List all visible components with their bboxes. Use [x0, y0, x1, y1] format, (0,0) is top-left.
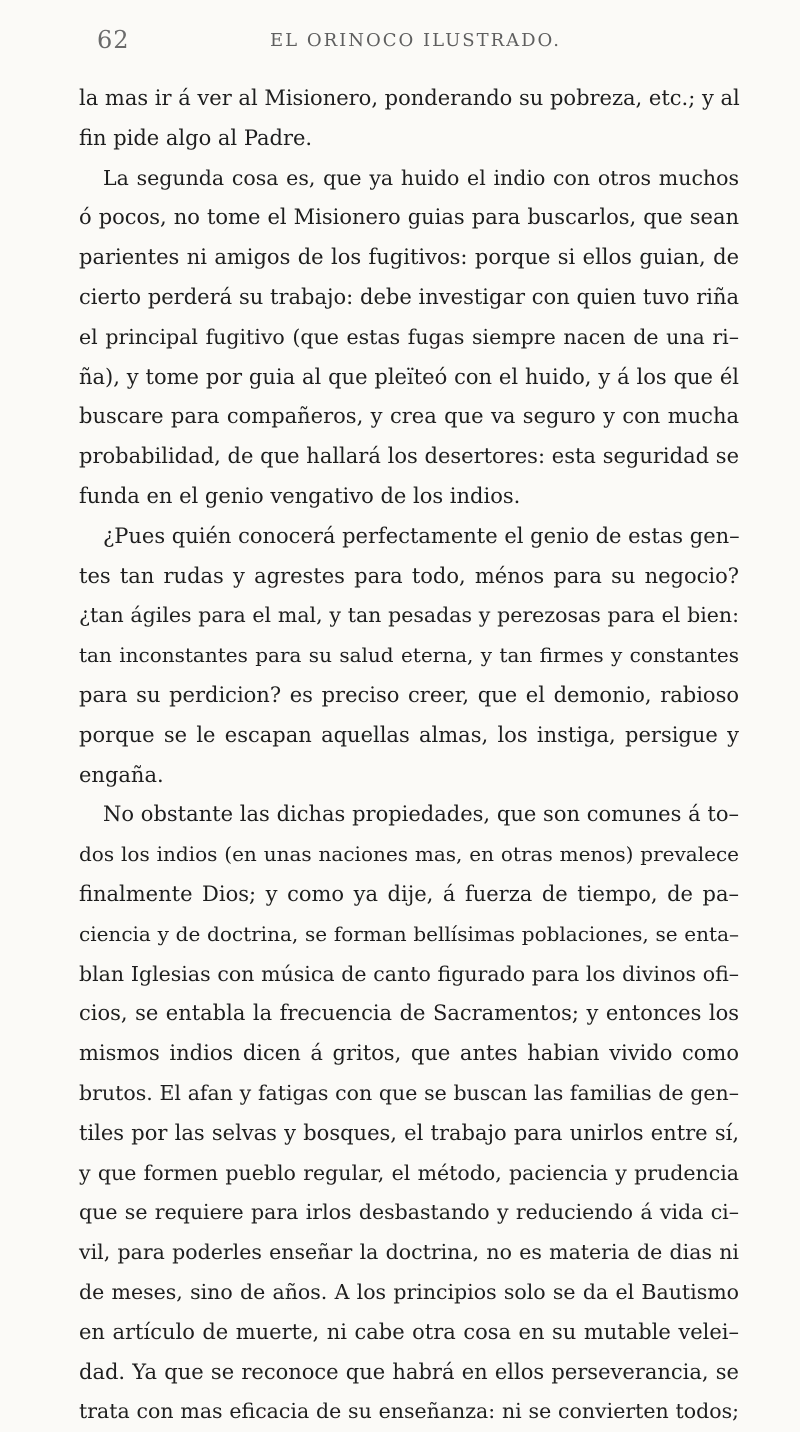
text-line: parientes ni amigos de los fugitivos: porque si ellos guian, de	[79, 245, 739, 270]
text-line: para su perdicion? es preciso creer, que el demonio, rabioso	[79, 682, 739, 707]
text-line: cios, se entabla la frecuencia de Sacramentos; y entonces los	[79, 1001, 739, 1026]
text-line: tes tan rudas y agrestes para todo, ménos para su negocio?	[79, 563, 739, 588]
text-line: tan inconstantes para su salud eterna, y tan firmes y constantes	[79, 643, 739, 668]
text-line: probabilidad, de que hallará los desertores: esta seguridad se	[79, 444, 739, 469]
text-line: de meses, sino de años. A los principios solo se da el Bautismo	[79, 1279, 739, 1304]
text-line: y que formen pueblo regular, el método, paciencia y prudencia	[79, 1160, 739, 1185]
text-line: ó pocos, no tome el Misionero guias para buscarlos, que sean	[79, 205, 739, 230]
text-line: ¿tan ágiles para el mal, y tan pesadas y perezosas para el bien:	[79, 603, 739, 628]
text-line: ¿Pues quién conocerá perfectamente el genio de estas gen–	[103, 523, 740, 548]
text-line: vil, para poderles enseñar la doctrina, no es materia de dias ni	[79, 1240, 739, 1265]
text-line: brutos. El afan y fatigas con que se buscan las familias de gen–	[79, 1080, 739, 1105]
text-line: ña), y tome por guia al que pleïteó con el huido, y á los que él	[79, 364, 739, 389]
text-line: cierto perderá su trabajo: debe investigar con quien tuvo riña	[79, 284, 739, 309]
text-line: que se requiere para irlos desbastando y reduciendo á vida ci–	[79, 1200, 739, 1225]
page-number: 62	[97, 26, 130, 54]
running-header	[0, 26, 800, 60]
text-line: la mas ir á ver al Misionero, ponderando su pobreza, etc.; y al	[79, 86, 740, 110]
text-line: el principal fugitivo (que estas fugas siempre nacen de una ri–	[79, 324, 739, 349]
text-line: trata con mas eficacia de su enseñanza: ni se convierten todos;	[79, 1399, 739, 1424]
text-line: buscare para compañeros, y crea que va seguro y con mucha	[79, 404, 739, 429]
text-line: dad. Ya que se reconoce que habrá en ellos perseverancia, se	[79, 1359, 739, 1384]
text-line: porque se le escapan aquellas almas, los instiga, persigue y	[79, 722, 739, 747]
text-line: finalmente Dios; y como ya dije, á fuerza de tiempo, de pa–	[79, 881, 739, 906]
text-line: ciencia y de doctrina, se forman bellísimas poblaciones, se enta–	[79, 921, 739, 946]
text-line: No obstante las dichas propiedades, que son comunes á to–	[103, 802, 739, 827]
text-line: blan Iglesias con música de canto figurado para los divinos ofi–	[79, 961, 739, 986]
text-line: mismos indios dicen á gritos, que antes habian vivido como	[79, 1041, 739, 1066]
text-line: engaña.	[79, 762, 164, 787]
text-line: dos los indios (en unas naciones mas, en otras menos) prevalece	[79, 842, 739, 867]
text-line: fin pide algo al Padre.	[79, 125, 313, 150]
text-line: funda en el genio vengativo de los indios.	[79, 483, 521, 508]
text-line: tiles por las selvas y bosques, el trabajo para unirlos entre sí,	[79, 1120, 739, 1145]
running-title: EL ORINOCO ILUSTRADO.	[270, 30, 561, 51]
body-text	[79, 79, 739, 1432]
text-line: en artículo de muerte, ni cabe otra cosa en su mutable velei–	[79, 1319, 739, 1344]
text-line: La segunda cosa es, que ya huido el indio con otros muchos	[103, 165, 739, 190]
